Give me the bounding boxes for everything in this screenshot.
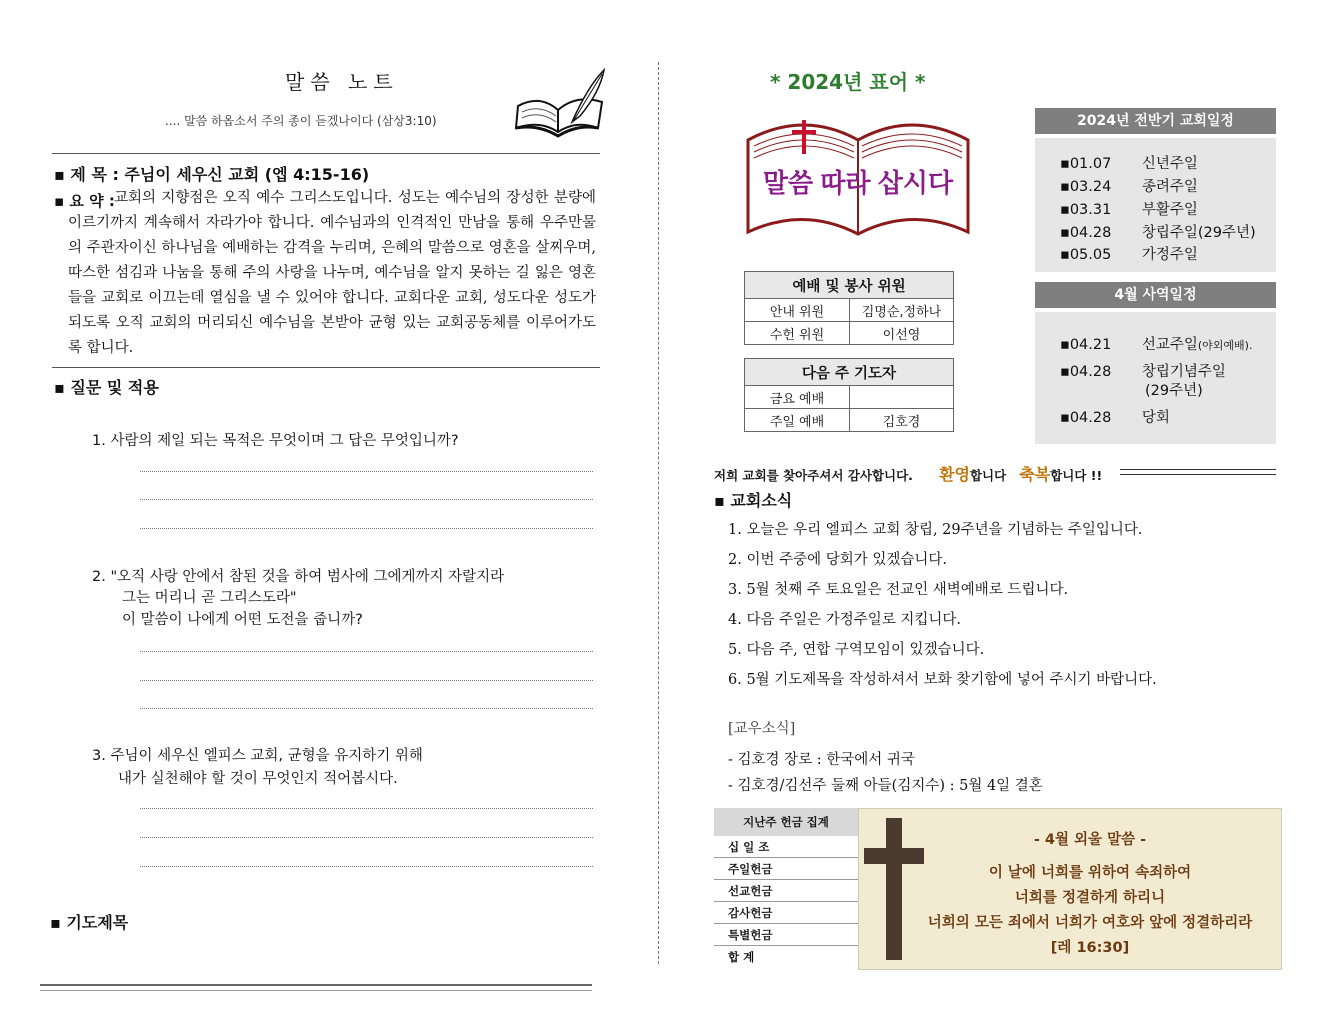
verse-reference: [레 16:30] [1050, 940, 1130, 956]
question-2-line-3: 이 말씀이 나에게 어떤 도전을 줍니까? [122, 612, 363, 628]
page-subtitle: .... 말씀 하옵소서 주의 종이 듣겠나이다 (삼상3:10) [165, 114, 437, 128]
service-head: 예배 및 봉사 위원 [745, 272, 954, 299]
april-item: ▪04.28 창립기념주일 [1060, 364, 1226, 380]
bottom-rule [40, 984, 592, 986]
prayer-value [850, 386, 954, 409]
prayer-heading: ▪ 기도제목 [50, 913, 129, 932]
summary-text [68, 186, 596, 361]
service-value: 이선영 [850, 322, 954, 345]
prayer-table [744, 358, 954, 432]
offering-row: 선교헌금 [714, 880, 858, 902]
prayer-label: 주일 예배 [745, 409, 850, 432]
memory-verse [900, 828, 1280, 961]
answer-line[interactable] [140, 499, 593, 500]
offering-row: 특별헌금 [714, 924, 858, 946]
answer-line[interactable] [140, 528, 593, 529]
answer-line[interactable] [140, 837, 593, 838]
verse-line: 이 날에 너희를 위하여 속죄하여 [988, 865, 1192, 881]
answer-line[interactable] [140, 471, 593, 472]
news-item: 2. 이번 주중에 당회가 있겠습니다. [728, 552, 947, 568]
motto-text: 말씀 따라 삽시다 [762, 168, 954, 198]
offering-head: 지난주 헌금 집계 [714, 808, 858, 836]
sermon-topic: ▪ 제 목 : 주님이 세우신 교회 (엡 4:15-16) [54, 165, 370, 184]
april-head: 4월 사역일정 [1035, 282, 1276, 308]
service-label: 안내 위원 [745, 299, 850, 322]
prayer-label: 금요 예배 [745, 386, 850, 409]
schedule-head: 2024년 전반기 교회일정 [1035, 108, 1276, 134]
answer-line[interactable] [140, 866, 593, 867]
page-title: 말씀 노트 [285, 70, 399, 94]
prayer-head: 다음 주 기도자 [745, 359, 954, 386]
offering-row: 감사헌금 [714, 902, 858, 924]
schedule-item: ▪01.07 신년주일 [1060, 156, 1198, 172]
question-3-line-2: 내가 실천해야 할 것이 무엇인지 적어봅시다. [118, 771, 398, 787]
schedule-item: ▪05.05 가정주일 [1060, 247, 1198, 263]
service-label: 수헌 위원 [745, 322, 850, 345]
summary-label: ▪ 요 약 : [54, 192, 115, 210]
news-heading: ▪ 교회소식 [714, 491, 793, 510]
service-value: 김명순,정하나 [850, 299, 954, 322]
offering-row: 주일헌금 [714, 858, 858, 880]
question-2-line-1: 2. "오직 사랑 안에서 참된 것을 하여 범사에 그에게까지 자랄지라 [92, 569, 505, 585]
book-quill-icon [510, 66, 610, 146]
verse-title: - 4월 외울 말씀 - [1033, 832, 1147, 848]
welcome-line: 저희 교회를 찾아주셔서 감사합니다. 환영합니다 축복합니다 !! [714, 465, 1103, 484]
member-news-item: - 김호경/김선주 둘째 아들(김지수) : 5월 4일 결혼 [728, 778, 1043, 794]
news-item: 1. 오늘은 우리 엘피스 교회 창립, 29주년을 기념하는 주일입니다. [728, 522, 1143, 538]
open-bible-icon [744, 110, 972, 240]
schedule-item: ▪03.31 부활주일 [1060, 202, 1198, 218]
prayer-value: 김호경 [850, 409, 954, 432]
motto-title: * 2024년 표어 * [770, 70, 926, 94]
schedule-item: ▪04.28 창립주일(29주년) [1060, 225, 1256, 241]
april-item-note: (29주년) [1145, 383, 1203, 399]
member-news-heading: [교우소식] [728, 721, 796, 737]
news-item: 5. 다음 주, 연합 구역모임이 있겠습니다. [728, 642, 985, 658]
questions-heading: ▪ 질문 및 적용 [54, 378, 159, 397]
divider [1120, 474, 1276, 475]
member-news-item: - 김호경 장로 : 한국에서 귀국 [728, 752, 915, 768]
question-2-line-2: 그는 머리니 곧 그리스도라" [122, 590, 297, 606]
april-item: ▪04.21 선교주일(야외예배). [1060, 337, 1253, 353]
divider [1120, 469, 1276, 470]
answer-line[interactable] [140, 808, 593, 809]
answer-line[interactable] [140, 651, 593, 652]
bottom-rule [40, 990, 592, 991]
service-table [744, 271, 954, 345]
page-divider [658, 62, 659, 964]
news-item: 3. 5월 첫째 주 토요일은 전교인 새벽예배로 드립니다. [728, 582, 1069, 598]
answer-line[interactable] [140, 708, 593, 709]
schedule-item: ▪03.24 종려주일 [1060, 179, 1198, 195]
offering-row: 합 계 [728, 950, 755, 964]
verse-line: 너희를 정결하게 하리니 [1014, 890, 1166, 906]
news-item: 6. 5월 기도제목을 작성하셔서 보화 찾기함에 넣어 주시기 바랍니다. [728, 672, 1157, 688]
april-item: ▪04.28 당회 [1060, 410, 1170, 426]
summary-body: 교회의 지향점은 오직 예수 그리스도입니다. 성도는 예수님의 장성한 분량에 이르기까지 계속해서 자라가야 합니다. 예수님과의 인격적인 만남을 통해 우주만물의 주관자이신 하나님을 예배하는 감격을 누리며, 은혜의 말씀으로 영혼을 살찌우며, 따스한 섬김과 나눔을 통해 주의 사랑을 나누며, 예수님을 알지 못하는 길 잃은 영혼들을 교회로 이끄는데 열심을 낼 수 있어야 합니다. 교회다운 교회, 성도다운 성도가 되도록 오직 교회의 머리되신 예수님을 본받아 균형 있는 교회공동체를 이루어가도록 합니다. [68, 190, 596, 356]
verse-line: 너희의 모든 죄에서 너희가 여호와 앞에 정결하리라 [927, 915, 1253, 931]
offering-row: 십 일 조 [714, 836, 858, 858]
question-1: 1. 사람의 제일 되는 목적은 무엇이며 그 답은 무엇입니까? [92, 433, 459, 449]
news-item: 4. 다음 주일은 가정주일로 지킵니다. [728, 612, 961, 628]
answer-line[interactable] [140, 680, 593, 681]
question-3-line-1: 3. 주님이 세우신 엘피스 교회, 균형을 유지하기 위해 [92, 748, 423, 764]
